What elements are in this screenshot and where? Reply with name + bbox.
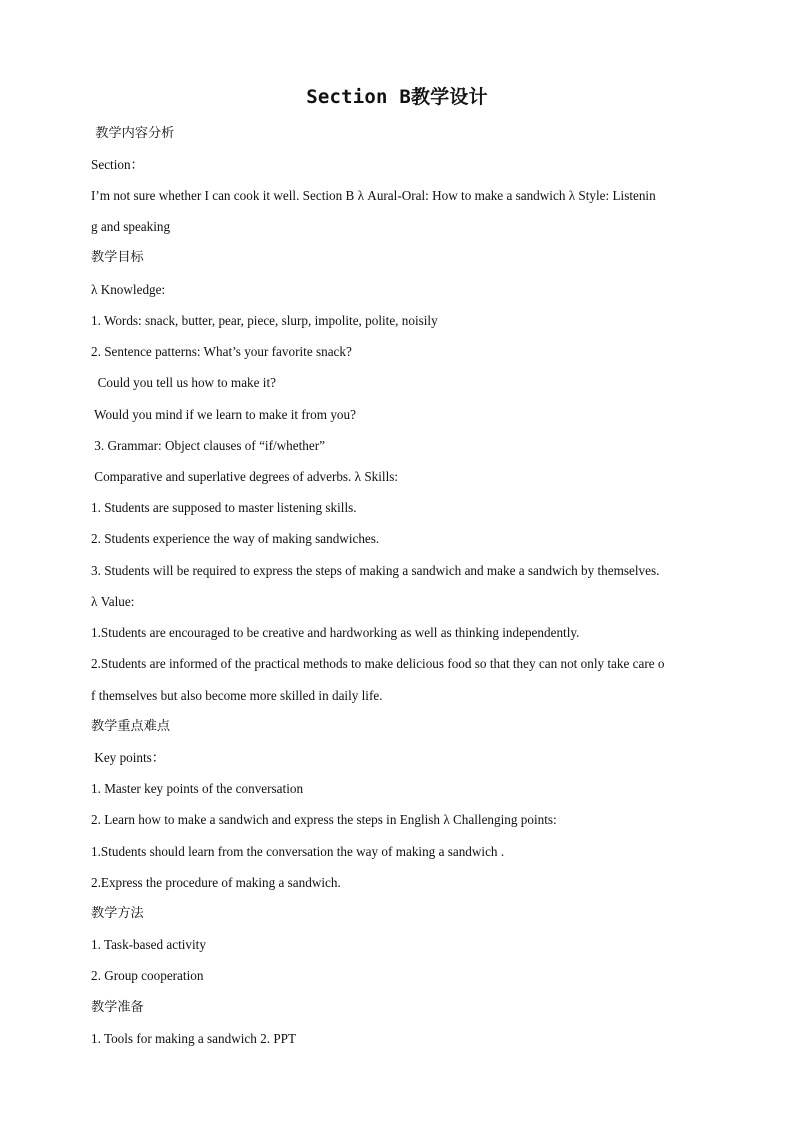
paragraph-line: 2.Students are informed of the practical methods to make delicious food so that they can not only take care o <box>91 656 665 671</box>
paragraph-line: g and speaking <box>91 219 171 234</box>
paragraph-line: 1.Students should learn from the conversation the way of making a sandwich . <box>91 844 505 859</box>
section-heading-teaching-methods: 教学方法 <box>91 906 144 921</box>
paragraph-line: 1.Students are encouraged to be creative and hardworking as well as thinking independently. <box>91 625 580 640</box>
paragraph-line: Comparative and superlative degrees of adverbs. λ Skills: <box>91 469 399 484</box>
section-heading-key-and-difficult-points: 教学重点难点 <box>91 719 171 734</box>
paragraph-line: λ Knowledge: <box>91 282 166 297</box>
section-heading-teaching-preparation: 教学准备 <box>91 1000 144 1015</box>
paragraph-line: I’m not sure whether I can cook it well. Section B λ Aural-Oral: How to make a sandwich λ Style: Listenin <box>91 188 656 203</box>
paragraph-line: 2. Learn how to make a sandwich and express the steps in English λ Challenging points: <box>91 812 557 827</box>
paragraph-line: λ Value: <box>91 594 135 609</box>
document-title: Section B教学设计 <box>306 86 488 108</box>
paragraph-line: 1. Task-based activity <box>91 937 206 952</box>
paragraph-line: Key points： <box>91 750 165 765</box>
paragraph-line: 1. Words: snack, butter, pear, piece, slurp, impolite, polite, noisily <box>91 313 438 328</box>
paragraph-line: 1. Students are supposed to master listening skills. <box>91 500 357 515</box>
paragraph-line: Could you tell us how to make it? <box>91 375 276 390</box>
paragraph-line: 1. Master key points of the conversation <box>91 781 304 796</box>
paragraph-line: f themselves but also become more skilled in daily life. <box>91 688 383 703</box>
paragraph-line: 2. Students experience the way of making sandwiches. <box>91 531 380 546</box>
section-heading-content-analysis: 教学内容分析 <box>91 126 175 141</box>
paragraph-line: 2. Sentence patterns: What’s your favorite snack? <box>91 344 352 359</box>
paragraph-line: 3. Grammar: Object clauses of “if/whether” <box>91 438 325 453</box>
paragraph-line: Section： <box>91 157 144 172</box>
paragraph-line: 1. Tools for making a sandwich 2. PPT <box>91 1031 297 1046</box>
paragraph-line: 2.Express the procedure of making a sandwich. <box>91 875 341 890</box>
section-heading-teaching-objectives: 教学目标 <box>91 250 144 265</box>
paragraph-line: Would you mind if we learn to make it from you? <box>91 407 356 422</box>
paragraph-line: 2. Group cooperation <box>91 968 204 983</box>
paragraph-line: 3. Students will be required to express the steps of making a sandwich and make a sandwich by themselves. <box>91 563 660 578</box>
